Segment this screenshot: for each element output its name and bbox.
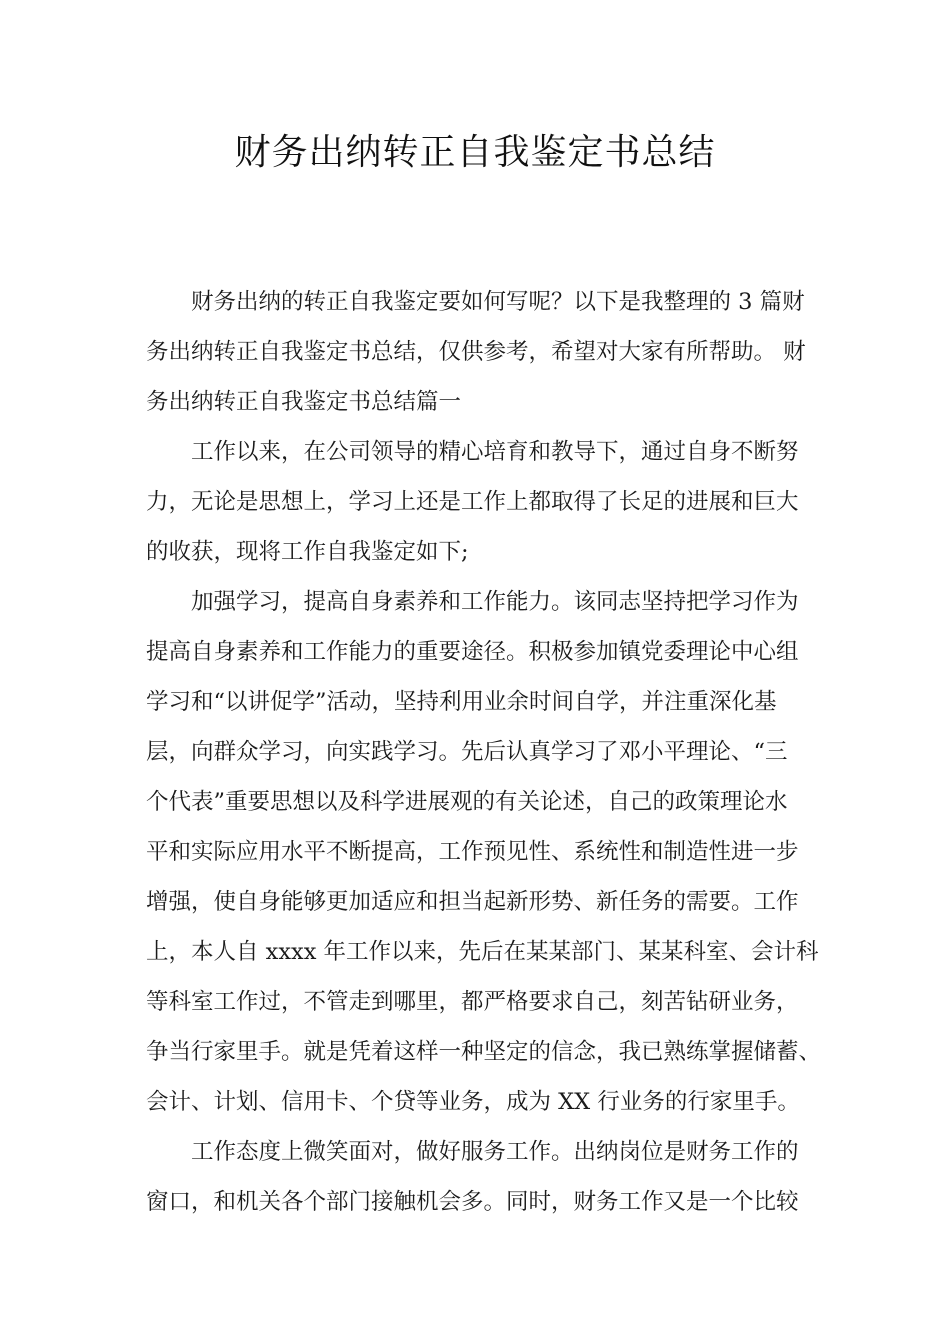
body-line: 的收获，现将工作自我鉴定如下; xyxy=(146,539,469,565)
body-line: 平和实际应用水平不断提高，工作预见性、系统性和制造性进一步 xyxy=(146,839,799,865)
body-line: 工作态度上微笑面对，做好服务工作。出纳岗位是财务工作的 xyxy=(146,1139,799,1165)
body-line: 工作以来，在公司领导的精心培育和教导下，通过自身不断努 xyxy=(146,439,799,465)
document-title: 财务出纳转正自我鉴定书总结 xyxy=(234,132,716,173)
body-line: 上，本人自 xxxx 年工作以来，先后在某某部门、某某科室、会计科 xyxy=(146,939,819,965)
body-line: 力，无论是思想上，学习上还是工作上都取得了长足的进展和巨大 xyxy=(146,489,799,515)
body-line: 层，向群众学习，向实践学习。先后认真学习了邓小平理论、“三 xyxy=(146,739,788,765)
body-line: 窗口，和机关各个部门接触机会多。同时，财务工作又是一个比较 xyxy=(146,1189,799,1215)
body-line: 争当行家里手。就是凭着这样一种坚定的信念，我已熟练掌握储蓄、 xyxy=(146,1039,822,1065)
body-line: 学习和“以讲促学”活动，坚持利用业余时间自学，并注重深化基 xyxy=(146,689,777,715)
body-line: 财务出纳的转正自我鉴定要如何写呢？以下是我整理的 3 篇财 xyxy=(146,289,805,315)
body-line: 等科室工作过，不管走到哪里，都严格要求自己，刻苦钻研业务， xyxy=(146,989,799,1015)
body-line: 提高自身素养和工作能力的重要途径。积极参加镇党委理论中心组 xyxy=(146,639,799,665)
body-line: 务出纳转正自我鉴定书总结篇一 xyxy=(146,389,462,415)
body-line: 务出纳转正自我鉴定书总结，仅供参考，希望对大家有所帮助。 财 xyxy=(146,339,806,365)
body-line: 会计、计划、信用卡、个贷等业务，成为 XX 行业务的行家里手。 xyxy=(146,1089,800,1115)
body-line: 个代表”重要思想以及科学进展观的有关论述，自己的政策理论水 xyxy=(146,789,788,815)
body-line: 增强，使自身能够更加适应和担当起新形势、新任务的需要。工作 xyxy=(146,889,799,915)
body-line: 加强学习，提高自身素养和工作能力。该同志坚持把学习作为 xyxy=(146,589,799,615)
